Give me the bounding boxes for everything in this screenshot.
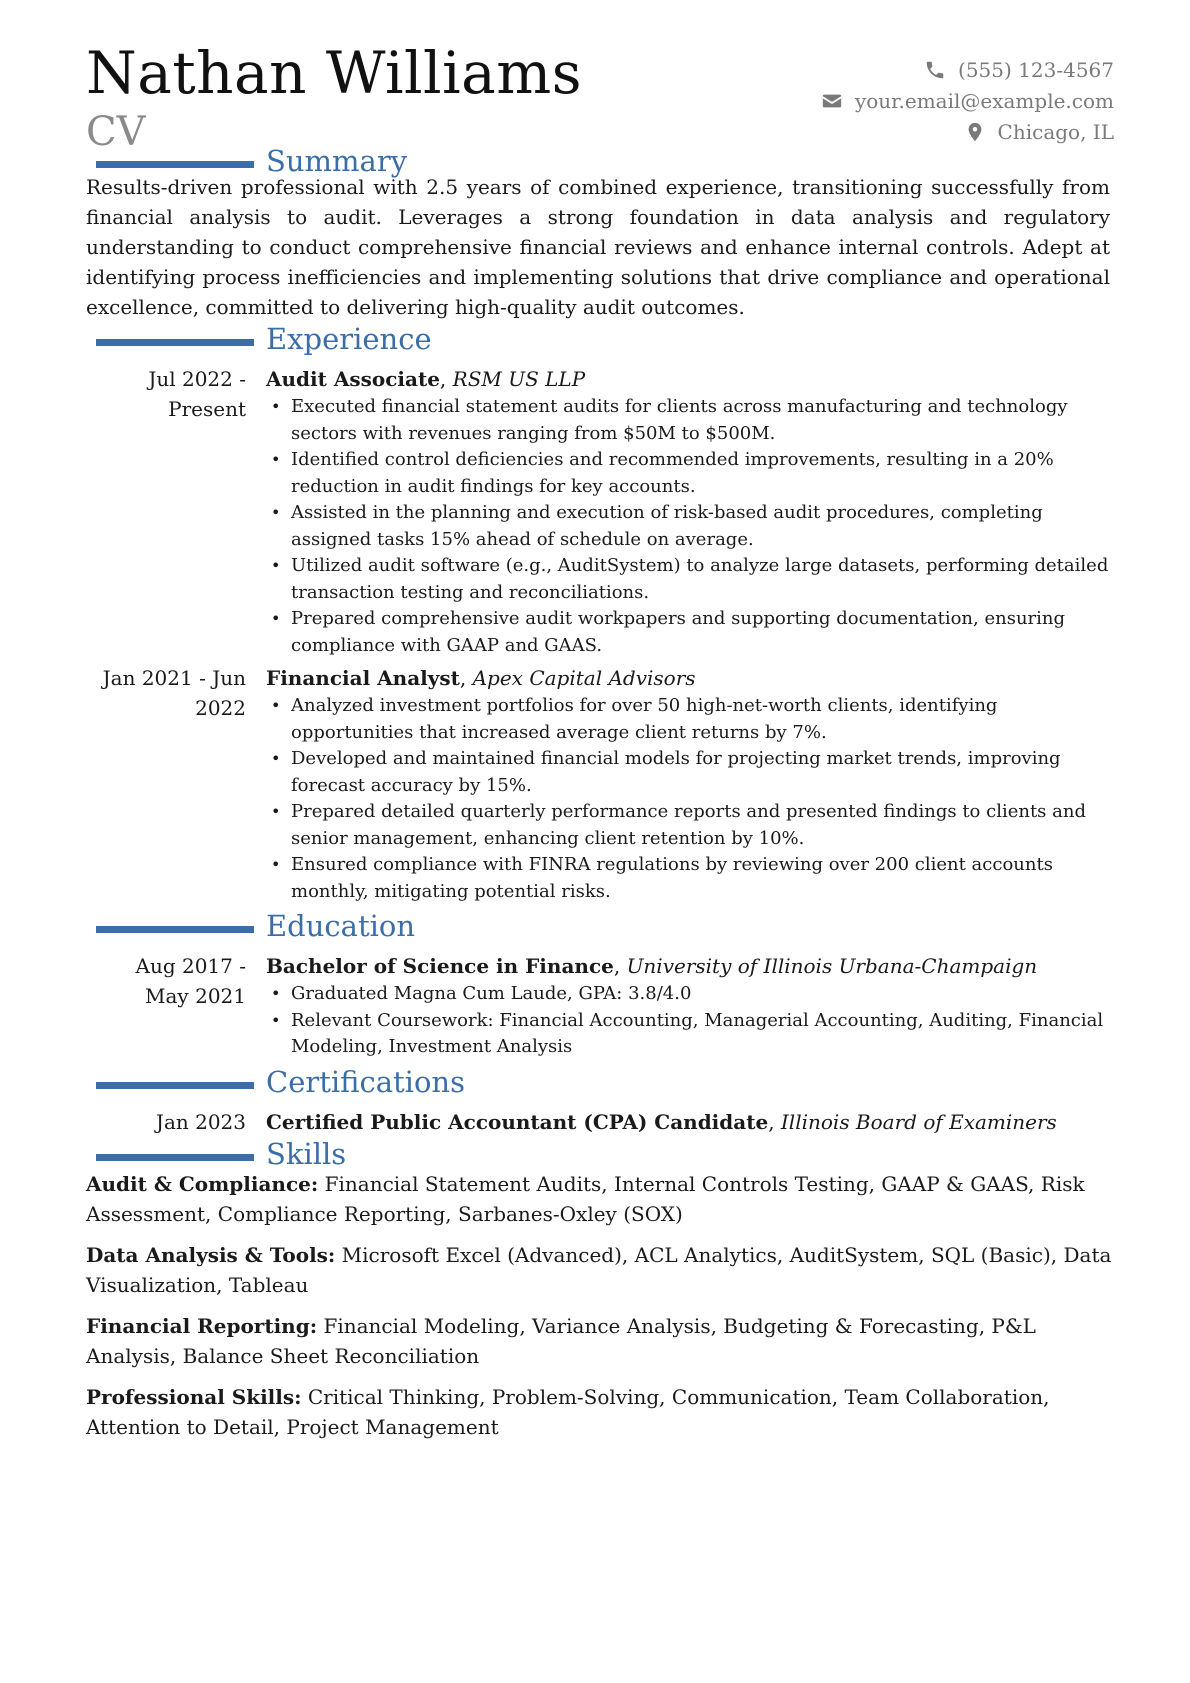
list-item: • Graduated Magna Cum Laude, GPA: 3.8/4.0 (266, 981, 1114, 1008)
list-item: • Ensured compliance with FINRA regulations by reviewing over 200 client accounts monthly, mitigating potential risks. (266, 852, 1114, 905)
entry-org: University of Illinois Urbana-Champaign (626, 954, 1038, 978)
cv-header (86, 0, 1114, 160)
entry-body (266, 663, 1114, 905)
education-entry (86, 951, 1114, 1061)
contact-phone[interactable] (821, 54, 1114, 85)
entry-body (266, 364, 1114, 659)
section-accent-bar (96, 161, 254, 168)
entry-body (266, 951, 1114, 1061)
certification-entry (86, 1107, 1114, 1137)
contact-email[interactable] (821, 85, 1114, 116)
entry-date: Jul 2022 - Present (148, 367, 246, 421)
cv-page (86, 0, 1114, 1683)
section-summary-heading (86, 146, 1114, 182)
list-item: • Developed and maintained financial models for projecting market trends, improving forecast accuracy by 15%. (266, 746, 1114, 799)
contact-block (821, 54, 1114, 147)
skills-row (86, 1382, 1114, 1442)
envelope-icon (821, 90, 843, 112)
section-accent-bar (96, 339, 254, 346)
skills-text: Financial Modeling, Variance Analysis, Budgeting & Forecasting, P&L Analysis, Balance Sheet Reconciliation (86, 1313, 1036, 1368)
contact-location (821, 116, 1114, 147)
list-item: • Prepared comprehensive audit workpapers and supporting documentation, ensuring compliance with GAAP and GAAS. (266, 606, 1114, 659)
experience-entry (86, 663, 1114, 905)
list-item: • Executed financial statement audits for clients across manufacturing and technology sectors with revenues ranging from $50M to $500M. (266, 394, 1114, 447)
list-item: • Analyzed investment portfolios for over 50 high-net-worth clients, identifying opportunities that increased average client returns by 7%. (266, 693, 1114, 746)
section-education-heading (86, 911, 1114, 947)
entry-title: Audit Associate, RSM US LLP (266, 367, 586, 391)
section-skills-heading (86, 1136, 1114, 1175)
skills-row (86, 1311, 1114, 1371)
experience-entry (86, 364, 1114, 659)
entry-org: Illinois Board of Examiners (780, 1109, 1057, 1134)
skills-row (86, 1240, 1114, 1300)
skills-label: Financial Reporting: (86, 1313, 318, 1338)
skills-row (86, 1169, 1114, 1229)
contact-email-text: your.email@example.com (854, 88, 1114, 113)
list-item: • Assisted in the planning and execution of risk-based audit procedures, completing assigned tasks 15% ahead of schedule on average. (266, 500, 1114, 553)
skills-label: Data Analysis & Tools: (86, 1242, 336, 1267)
phone-icon (924, 59, 946, 81)
entry-role: Certified Public Accountant (CPA) Candidate (266, 1109, 769, 1134)
section-accent-bar (96, 1154, 254, 1161)
contact-phone-text: (555) 123-4567 (958, 57, 1114, 82)
section-experience-heading (86, 324, 1114, 360)
summary-text: Results-driven professional with 2.5 years of combined experience, transitioning successfully from financial analysis to audit. Leverages a strong foundation in data analysis and regulatory understanding to conduct comprehensive financial reviews and enhance internal controls. Adept at identifying process inefficiencies and implementing solutions that drive compliance and operational excellence, committed to delivering high-quality audit outcomes. (86, 175, 1110, 319)
entry-org: RSM US LLP (452, 367, 586, 391)
section-certifications-heading (86, 1064, 1114, 1103)
list-item: • Utilized audit software (e.g., AuditSystem) to analyze large datasets, performing detailed transaction testing and reconciliations. (266, 553, 1114, 606)
entry-role: Bachelor of Science in Finance (266, 954, 614, 978)
person-name: Nathan Williams (86, 39, 582, 107)
list-item: • Prepared detailed quarterly performance reports and presented findings to clients and senior management, enhancing client retention by 10%. (266, 799, 1114, 852)
entry-org: Apex Capital Advisors (472, 666, 696, 690)
skills-text: Financial Statement Audits, Internal Controls Testing, GAAP & GAAS, Risk Assessment, Compliance Reporting, Sarbanes-Oxley (SOX) (86, 1171, 1085, 1226)
skills-text: Critical Thinking, Problem-Solving, Communication, Team Collaboration, Attention to Detail, Project Management (86, 1384, 1050, 1439)
section-title: Experience (266, 322, 432, 356)
entry-bullets (266, 693, 1114, 905)
section-title: Skills (266, 1136, 347, 1171)
entry-role: Audit Associate (266, 367, 440, 391)
document-subtitle: CV (86, 109, 146, 155)
section-title: Summary (266, 144, 408, 178)
skills-text: Microsoft Excel (Advanced), ACL Analytics, AuditSystem, SQL (Basic), Data Visualization, Tableau (86, 1242, 1112, 1297)
entry-title: Financial Analyst, Apex Capital Advisors (266, 666, 696, 690)
entry-role: Financial Analyst (266, 666, 460, 690)
list-item: • Relevant Coursework: Financial Accounting, Managerial Accounting, Auditing, Financial Modeling, Investment Analysis (266, 1008, 1114, 1061)
entry-date: Jan 2023 (155, 1109, 246, 1134)
entry-title: Bachelor of Science in Finance, University of Illinois Urbana-Champaign (266, 954, 1038, 978)
list-item: • Identified control deficiencies and recommended improvements, resulting in a 20% reduction in audit findings for key accounts. (266, 447, 1114, 500)
skills-label: Audit & Compliance: (86, 1171, 319, 1196)
section-accent-bar (96, 926, 254, 933)
map-pin-icon (964, 121, 986, 143)
entry-body (266, 1107, 1114, 1137)
entry-title: Certified Public Accountant (CPA) Candidate, Illinois Board of Examiners (266, 1109, 1057, 1134)
section-title: Education (266, 909, 416, 943)
section-title: Certifications (266, 1064, 465, 1099)
entry-date: Aug 2017 - May 2021 (135, 954, 246, 1008)
skills-list (86, 1169, 1114, 1442)
skills-label: Professional Skills: (86, 1384, 302, 1409)
contact-location-text: Chicago, IL (997, 119, 1114, 144)
entry-bullets (266, 981, 1114, 1061)
entry-date: Jan 2021 - Jun 2022 (102, 666, 246, 720)
entry-bullets (266, 394, 1114, 659)
section-accent-bar (96, 1082, 254, 1089)
